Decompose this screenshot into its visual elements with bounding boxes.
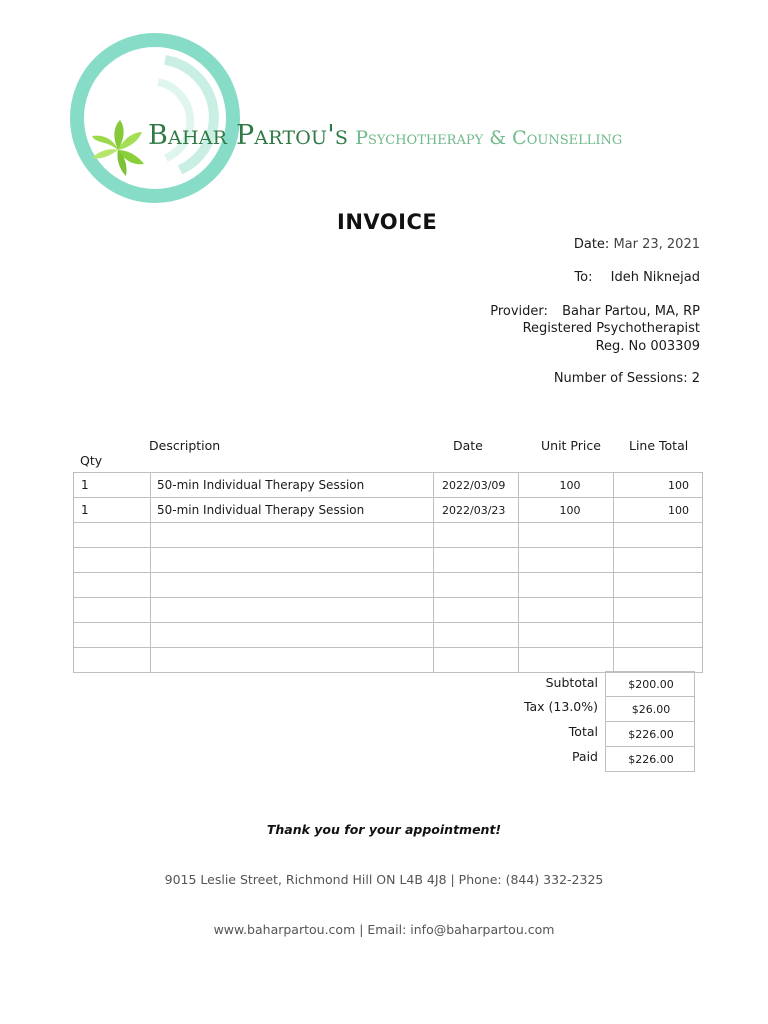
cell-qty [74,548,151,573]
cell-date [434,548,519,573]
cell-line-total [614,648,703,673]
invoice-date [574,237,700,252]
paid-value: $226.00 [606,747,695,772]
cell-date [434,648,519,673]
header-unit-price: Unit Price [541,438,601,453]
cell-unit-price [519,573,614,598]
total-value: $226.00 [606,722,695,747]
provider-line [490,304,700,319]
cell-unit-price [519,623,614,648]
cell-line-total: 100 [614,498,703,523]
table-row [74,648,703,673]
cell-qty [74,523,151,548]
summary-values [605,671,695,772]
cell-qty [74,648,151,673]
cell-qty: 1 [74,473,151,498]
logo-icon [70,30,240,205]
table-row [74,498,703,523]
cell-qty [74,598,151,623]
cell-description: 50-min Individual Therapy Session [151,473,434,498]
cell-date [434,623,519,648]
cell-qty [74,623,151,648]
invoice-title: INVOICE [337,210,438,234]
cell-unit-price: 100 [519,498,614,523]
subtotal-value: $200.00 [606,672,695,697]
header-qty: Qty [80,453,103,468]
cell-description [151,573,434,598]
cell-unit-price: 100 [519,473,614,498]
table-row [74,523,703,548]
cell-description [151,598,434,623]
cell-line-total [614,548,703,573]
footer-web: www.baharpartou.com | Email: info@baharpartou.com [213,922,555,937]
cell-unit-price [519,523,614,548]
table-row [74,573,703,598]
cell-unit-price [519,598,614,623]
cell-date: 2022/03/23 [434,498,519,523]
cell-date [434,598,519,623]
table-row [74,623,703,648]
subtotal-label: Subtotal [545,675,598,690]
table-row [74,473,703,498]
cell-qty [74,573,151,598]
provider-title: Registered Psychotherapist [522,321,700,336]
invoice-recipient [574,270,700,285]
header-description: Description [149,438,221,453]
paid-label: Paid [571,749,598,764]
cell-date [434,523,519,548]
cell-line-total [614,623,703,648]
total-label: Total [568,724,598,739]
cell-qty: 1 [74,498,151,523]
cell-date: 2022/03/09 [434,473,519,498]
cell-date [434,573,519,598]
header-date: Date [453,438,483,453]
cell-line-total [614,523,703,548]
brand-name-text: Bahar Partou's [148,120,349,151]
header-line-total: Line Total [629,438,689,453]
cell-description [151,623,434,648]
tax-label: Tax (13.0%) [523,699,598,714]
cell-description [151,648,434,673]
cell-unit-price [519,548,614,573]
provider-label: Provider: [490,304,548,319]
brand-service-text: Psychotherapy & Counselling [355,127,623,149]
thank-you-note: Thank you for your appointment! [266,822,502,837]
provider-name: Bahar Partou, MA, RP [562,304,700,319]
cell-line-total [614,598,703,623]
footer-address: 9015 Leslie Street, Richmond Hill ON L4B 4J8 | Phone: (844) 332-2325 [164,872,604,887]
cell-description [151,548,434,573]
sessions-count: Number of Sessions: 2 [553,371,700,386]
brand-name [148,120,622,151]
table-row [74,598,703,623]
cell-line-total [614,573,703,598]
provider-reg: Reg. No 003309 [595,339,700,354]
cell-description: 50-min Individual Therapy Session [151,498,434,523]
table-row [74,548,703,573]
to-value: Ideh Niknejad [610,270,700,285]
date-label: Date: [573,237,610,252]
cell-description [151,523,434,548]
cell-line-total: 100 [614,473,703,498]
cell-unit-price [519,648,614,673]
line-items-table [73,472,703,673]
tax-value: $26.00 [606,697,695,722]
date-value: Mar 23, 2021 [613,237,700,252]
to-label: To: [574,270,593,285]
